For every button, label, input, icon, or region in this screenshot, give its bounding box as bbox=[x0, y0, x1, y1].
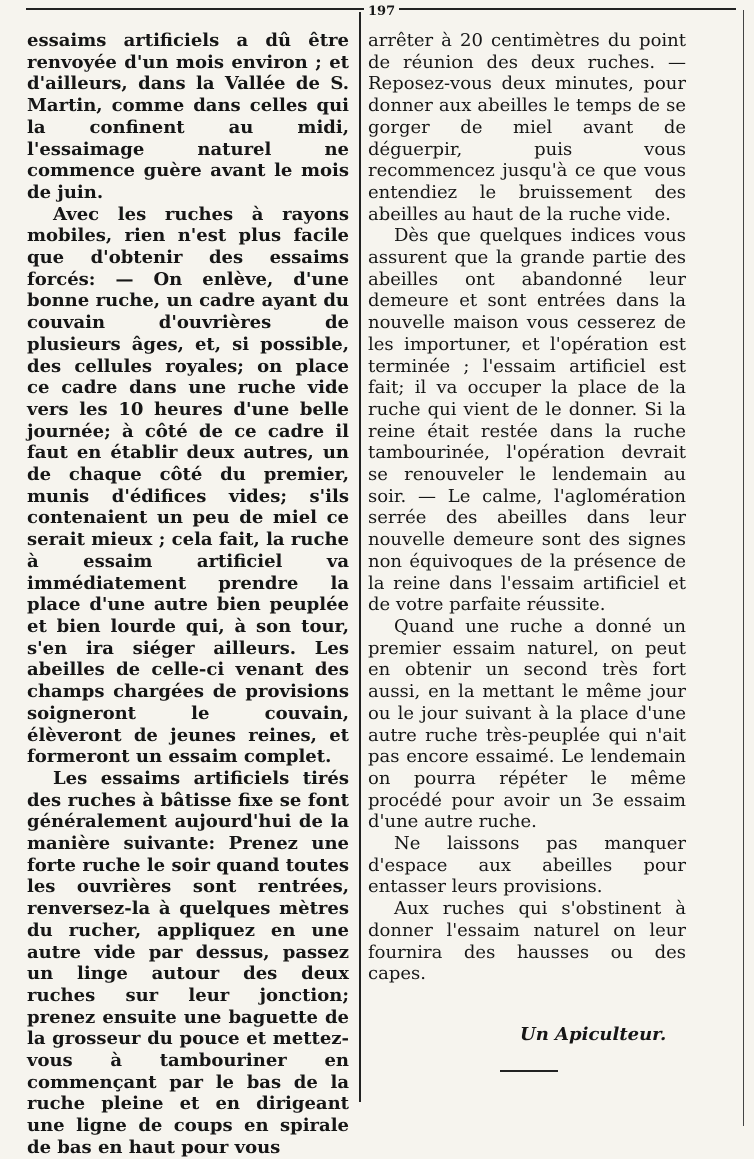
column-divider bbox=[359, 12, 361, 1102]
paragraph: Dès que quelques indices vous assurent que la grande partie des abeilles ont abandonné leur demeure et sont entrées dans la nouvelle maison vous cesserez de les importuner, et l'opération est terminée ; l'essaim artificiel est fait; il va occuper la place de la ruche qui vient de le donner. Si la reine était restée dans la ruche tambourinée, l'opération devrait se renouveler le lendemain au soir. — Le calme, l'aglomération serrée des abeilles dans leur nouvelle demeure sont des signes non équivoques de la présence de la reine dans l'essaim artificiel et de votre parfaite réussite. bbox=[368, 225, 686, 616]
paragraph: Avec les ruches à rayons mobiles, rien n'est plus facile que d'obtenir des essaims forcés: — On enlève, d'une bonne ruche, un cadre ayant du couvain d'ouvrières de plusieurs âges, et, si possible, des cellules royales; on place ce cadre dans une ruche vide vers les 10 heures d'une belle journée; à côté de ce cadre il faut en établir deux autres, un de chaque côté du premier, munis d'édifices vides; s'ils contenaient un peu de miel ce serait mieux ; cela fait, la ruche à essaim artificiel va immédiatement prendre la place d'une autre bien peuplée et bien lourde qui, à son tour, s'en ira siéger ailleurs. Les abeilles de celle-ci venant des champs chargées de provisions soigneront le couvain, élèveront de jeunes reines, et formeront un essaim complet. bbox=[27, 203, 349, 768]
signature: Un Apiculteur. bbox=[520, 1024, 667, 1045]
paragraph: Aux ruches qui s'obstinent à donner l'essaim naturel on leur fournira des hausses ou des capes. bbox=[368, 898, 686, 985]
paragraph: Les essaims artificiels tirés des ruches à bâtisse fixe se font généralement aujourd'hui de la manière suivante: Prenez une forte ruche le soir quand toutes les ouvrières sont rentrées, renversez-la à quelques mètres du rucher, appliquez en une autre vide par dessus, passez un linge autour des deux ruches sur leur jonction; prenez ensuite une baguette de la grosseur du pouce et mettez-vous à tambouriner en commençant par le bas de la ruche pleine et en dirigeant une ligne de coups en spirale de bas en haut pour vous bbox=[27, 767, 349, 1158]
left-column bbox=[27, 30, 349, 1159]
header-rule bbox=[26, 4, 736, 19]
paragraph: arrêter à 20 centimètres du point de réunion des deux ruches. — Reposez-vous deux minutes, pour donner aux abeilles le temps de se gorger de miel avant de déguerpir, puis vous recommencez jusqu'à ce que vous entendiez le bruissement des abeilles au haut de la ruche vide. bbox=[368, 30, 686, 225]
right-column bbox=[368, 30, 686, 985]
paragraph: essaims artificiels a dû être renvoyée d'un mois environ ; et d'ailleurs, dans la Vallée de S. Martin, comme dans celles qui la confinent au midi, l'essaimage naturel ne commence guère avant le mois de juin. bbox=[27, 30, 349, 203]
page-edge-rule bbox=[743, 10, 744, 1126]
paragraph: Ne laissons pas manquer d'espace aux abeilles pour entasser leurs provisions. bbox=[368, 833, 686, 898]
page-number: 197 bbox=[364, 4, 399, 19]
end-rule bbox=[500, 1070, 558, 1072]
paragraph: Quand une ruche a donné un premier essaim naturel, on peut en obtenir un second très fort aussi, en la mettant le même jour ou le jour suivant à la place d'une autre ruche très-peuplée qui n'ait pas encore essaimé. Le lendemain on pourra répéter le même procédé pour avoir un 3e essaim d'une autre ruche. bbox=[368, 615, 686, 833]
